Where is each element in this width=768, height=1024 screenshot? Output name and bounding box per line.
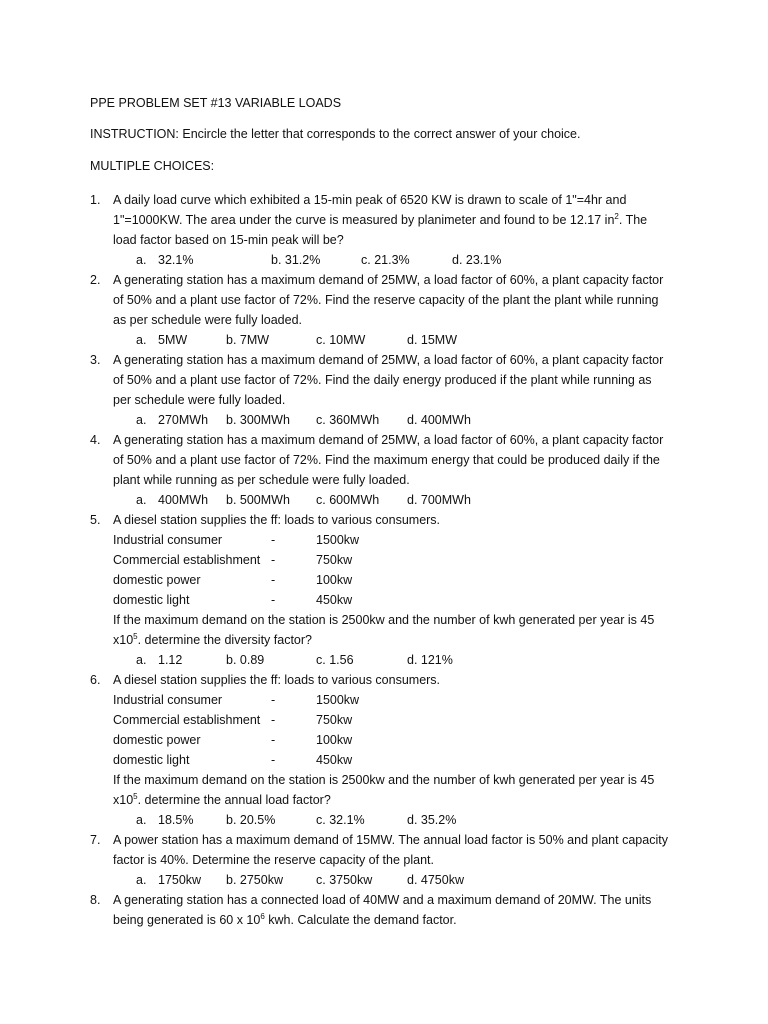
load-value: 1500kw (316, 693, 360, 707)
load-value: 750kw (316, 713, 353, 727)
load-dash: - (271, 753, 276, 767)
question-text-line: A power station has a maximum demand of 15MW. The annual load factor is 50% and plant capacity (113, 833, 668, 847)
question-text-line: of 50% and a plant use factor of 72%. Find the reserve capacity of the plant the plant while running (113, 293, 659, 307)
option-letter-a[interactable]: a. (136, 873, 147, 887)
load-dash: - (271, 573, 276, 587)
load-value: 100kw (316, 733, 353, 747)
option-d[interactable]: d. 23.1% (452, 253, 502, 267)
question-number: 7. (90, 833, 101, 847)
load-name: domestic light (113, 593, 190, 607)
option-letter-a[interactable]: a. (136, 813, 147, 827)
load-name: domestic light (113, 753, 190, 767)
option-d[interactable]: d. 15MW (407, 333, 458, 347)
question-text-line: A diesel station supplies the ff: loads to various consumers. (113, 513, 441, 527)
question-text-line: A generating station has a connected load of 40MW and a maximum demand of 20MW. The units (113, 893, 652, 907)
option-b[interactable]: b. 7MW (226, 333, 270, 347)
option-c[interactable]: c. 1.56 (316, 653, 354, 667)
option-c[interactable]: c. 360MWh (316, 413, 380, 427)
load-value: 450kw (316, 753, 353, 767)
document-title: PPE PROBLEM SET #13 VARIABLE LOADS (90, 96, 342, 110)
load-value: 100kw (316, 573, 353, 587)
question-text-line: being generated is 60 x $10^6$ kwh. Calculate the demand factor. (113, 912, 457, 927)
option-a[interactable]: 1750kw (158, 873, 202, 887)
question-text-line: of 50% and a plant use factor of 72%. Find the daily energy produced if the plant while running as (113, 373, 652, 387)
option-a[interactable]: 270MWh (158, 413, 209, 427)
load-dash: - (271, 713, 276, 727)
option-c[interactable]: c. 3750kw (316, 873, 373, 887)
question-text-line: 1"=1000KW. The area under the curve is measured by planimeter and found to be 12.17 $in^2$. The (113, 212, 648, 227)
question-number: 3. (90, 353, 101, 367)
load-name: Industrial consumer (113, 533, 223, 547)
question-text-line: $x10^5$. determine the annual load factor? (113, 792, 331, 807)
option-d[interactable]: d. 700MWh (407, 493, 471, 507)
option-d[interactable]: d. 400MWh (407, 413, 471, 427)
load-name: Commercial establishment (113, 553, 261, 567)
option-b[interactable]: b. 2750kw (226, 873, 283, 887)
question-text-line: A generating station has a maximum demand of 25MW, a load factor of 60%, a plant capacity factor (113, 353, 664, 367)
question-text-line: of 50% and a plant use factor of 72%. Find the maximum energy that could be produced daily if the (113, 453, 660, 467)
load-name: Commercial establishment (113, 713, 261, 727)
option-b[interactable]: b. 20.5% (226, 813, 276, 827)
option-d[interactable]: d. 35.2% (407, 813, 457, 827)
option-d[interactable]: d. 121% (407, 653, 453, 667)
option-c[interactable]: c. 10MW (316, 333, 366, 347)
load-name: Industrial consumer (113, 693, 223, 707)
option-a[interactable]: 1.12 (158, 653, 183, 667)
question-text-line: A generating station has a maximum demand of 25MW, a load factor of 60%, a plant capacity factor (113, 433, 664, 447)
question-number: 5. (90, 513, 101, 527)
option-b[interactable]: b. 300MWh (226, 413, 290, 427)
question-text-line: If the maximum demand on the station is 2500kw and the number of kwh generated per year is 45 (113, 773, 655, 787)
load-dash: - (271, 693, 276, 707)
option-letter-a[interactable]: a. (136, 653, 147, 667)
option-c[interactable]: c. 21.3% (361, 253, 410, 267)
question-text-line: plant while running as per schedule were fully loaded. (113, 473, 410, 487)
question-number: 4. (90, 433, 101, 447)
question-text-line: A generating station has a maximum demand of 25MW, a load factor of 60%, a plant capacity factor (113, 273, 664, 287)
option-a[interactable]: 5MW (158, 333, 188, 347)
load-value: 750kw (316, 553, 353, 567)
section-heading: MULTIPLE CHOICES: (90, 159, 215, 173)
option-letter-a[interactable]: a. (136, 493, 147, 507)
load-dash: - (271, 553, 276, 567)
option-letter-a[interactable]: a. (136, 253, 147, 267)
instruction-text: INSTRUCTION: Encircle the letter that corresponds to the correct answer of your choice. (90, 127, 581, 141)
option-b[interactable]: b. 31.2% (271, 253, 321, 267)
question-text-line: as per schedule were fully loaded. (113, 313, 303, 327)
load-dash: - (271, 733, 276, 747)
option-b[interactable]: b. 500MWh (226, 493, 290, 507)
option-c[interactable]: c. 32.1% (316, 813, 365, 827)
question-text-line: load factor based on 15-min peak will be? (113, 233, 344, 247)
question-text-line: per schedule were fully loaded. (113, 393, 286, 407)
option-a[interactable]: 18.5% (158, 813, 194, 827)
option-a[interactable]: 32.1% (158, 253, 194, 267)
question-text-line: factor is 40%. Determine the reserve capacity of the plant. (113, 853, 434, 867)
option-d[interactable]: d. 4750kw (407, 873, 464, 887)
option-a[interactable]: 400MWh (158, 493, 209, 507)
question-text-line: If the maximum demand on the station is 2500kw and the number of kwh generated per year is 45 (113, 613, 655, 627)
option-b[interactable]: b. 0.89 (226, 653, 265, 667)
question-text-line: $x10^5$. determine the diversity factor? (113, 632, 312, 647)
option-letter-a[interactable]: a. (136, 413, 147, 427)
question-number: 1. (90, 193, 101, 207)
option-letter-a[interactable]: a. (136, 333, 147, 347)
option-c[interactable]: c. 600MWh (316, 493, 380, 507)
question-text-line: A diesel station supplies the ff: loads to various consumers. (113, 673, 441, 687)
question-number: 2. (90, 273, 101, 287)
question-text-line: A daily load curve which exhibited a 15-min peak of 6520 KW is drawn to scale of 1"=4hr and (113, 193, 627, 207)
load-dash: - (271, 593, 276, 607)
load-dash: - (271, 533, 276, 547)
load-name: domestic power (113, 573, 201, 587)
load-name: domestic power (113, 733, 201, 747)
question-number: 6. (90, 673, 101, 687)
load-value: 1500kw (316, 533, 360, 547)
load-value: 450kw (316, 593, 353, 607)
question-number: 8. (90, 893, 101, 907)
